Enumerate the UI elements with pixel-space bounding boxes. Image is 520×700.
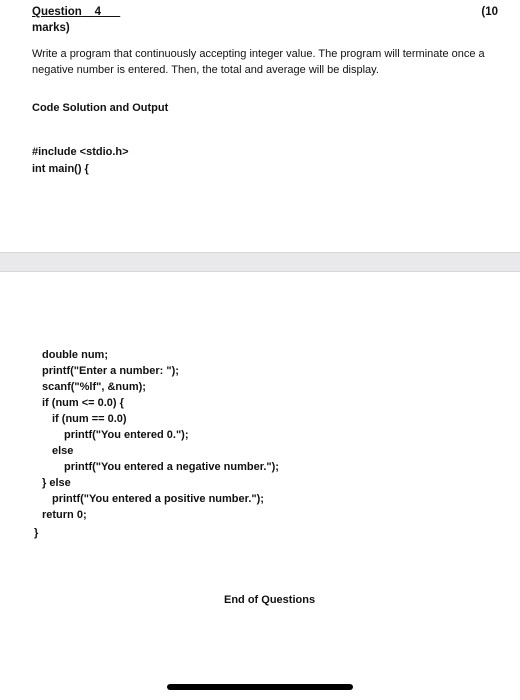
code-line: double num; xyxy=(42,349,108,361)
code-line: else xyxy=(52,445,74,457)
code-main-decl: int main() { xyxy=(32,163,89,175)
code-line: scanf("%lf", &num); xyxy=(42,381,146,393)
question-number: 4 xyxy=(94,6,102,18)
end-of-questions: End of Questions xyxy=(224,594,316,606)
code-line: printf("Enter a number: "); xyxy=(42,365,179,377)
code-line: if (num <= 0.0) { xyxy=(42,397,124,409)
code-line: return 0; xyxy=(42,509,87,521)
question-heading xyxy=(32,6,120,18)
marks-open: (10 xyxy=(481,6,498,18)
section-title: Code Solution and Output xyxy=(32,102,169,114)
code-line: if (num == 0.0) xyxy=(52,413,127,425)
code-line: printf("You entered a positive number."); xyxy=(52,493,264,505)
code-include: #include <stdio.h> xyxy=(32,146,129,158)
question-text: Write a program that continuously accepting integer value. The program will terminate once a negative number is entered. Then, the total and average will be display. xyxy=(32,48,485,76)
page-break xyxy=(0,252,520,272)
marks-close: marks) xyxy=(32,22,70,34)
home-indicator[interactable] xyxy=(167,684,353,690)
code-line: printf("You entered 0."); xyxy=(64,429,189,441)
code-closing-brace: } xyxy=(34,527,39,539)
code-line: printf("You entered a negative number."); xyxy=(64,461,279,473)
code-line: } else xyxy=(42,477,71,489)
code-body xyxy=(42,347,279,523)
question-title: Question xyxy=(32,6,82,18)
